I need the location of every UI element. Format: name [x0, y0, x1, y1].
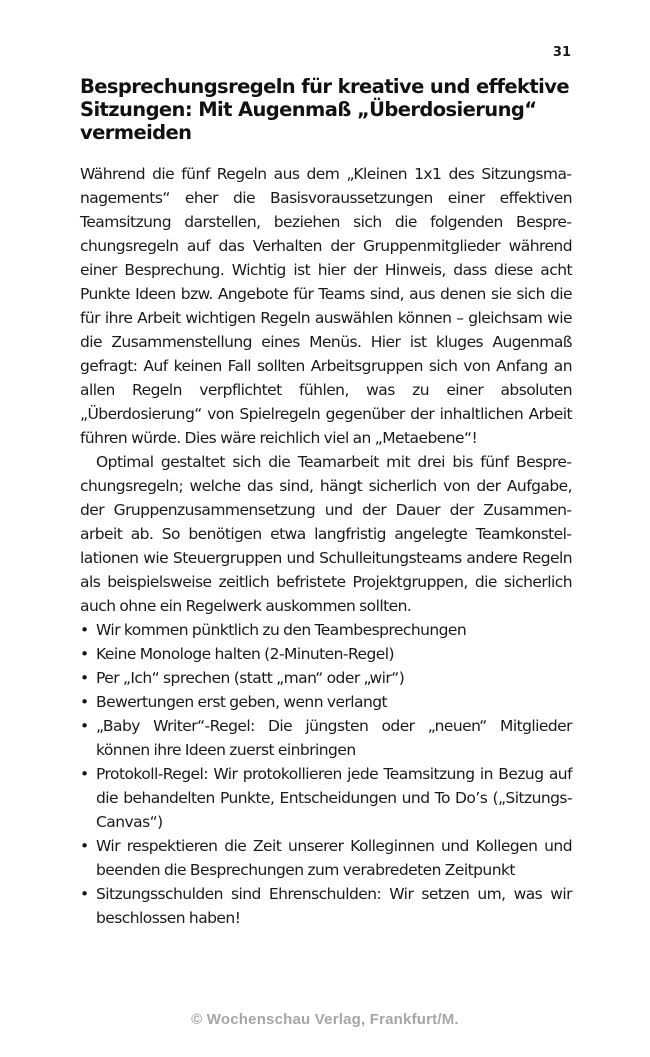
- list-item-text: Keine Monologe halten (2-Minuten-Regel): [96, 645, 395, 663]
- list-item: [80, 834, 572, 882]
- bullet-icon: •: [80, 693, 89, 711]
- bullet-icon: •: [80, 885, 89, 903]
- list-item-text: Wir respektieren die Zeit unserer Kolleginnen und Kollegen und beenden die Besprechungen zum verabredeten Zeitpunkt: [96, 837, 572, 879]
- second-paragraph: Optimal gestaltet sich die Teamarbeit mit drei bis fünf Besprechungsregeln; welche das sind, hängt sicherlich von der Aufgabe, der Gruppenzusammensetzung und der Dauer der Zusammenarbeit ab. So benötigen etwa langfristig angelegte Teamkonstellationen wie Steuergruppen und Schulleitungsteams andere Regeln als beispielsweise zeitlich befristete Projektgruppen, die sicherlich auch ohne ein Regelwerk auskommen sollten.: [80, 453, 572, 615]
- rules-list: [80, 618, 572, 930]
- list-item: [80, 762, 572, 834]
- bullet-icon: •: [80, 765, 89, 783]
- list-item: [80, 666, 572, 690]
- list-item-text: Sitzungsschulden sind Ehrenschulden: Wir setzen um, was wir beschlossen haben!: [96, 885, 572, 927]
- list-item: [80, 714, 572, 762]
- list-item: [80, 690, 572, 714]
- bullet-icon: •: [80, 837, 89, 855]
- list-item-text: Wir kommen pünktlich zu den Teambesprechungen: [96, 621, 467, 639]
- page-content: [80, 75, 572, 930]
- bullet-icon: •: [80, 669, 89, 687]
- list-item: [80, 882, 572, 930]
- list-item: [80, 642, 572, 666]
- bullet-icon: •: [80, 717, 89, 735]
- section-heading: Besprechungsregeln für kreative und effektive Sitzungen: Mit Augenmaß „Überdosierung“ vermeiden: [80, 75, 569, 144]
- list-item: [80, 618, 572, 642]
- bullet-icon: •: [80, 621, 89, 639]
- page-number: 31: [552, 45, 571, 60]
- list-item-text: Protokoll-Regel: Wir protokollieren jede Teamsitzung in Bezug auf die behandelten Punkte, Entscheidungen und To Do’s („Sitzungs-Canvas“): [96, 765, 572, 831]
- intro-paragraph: Während die fünf Regeln aus dem „Kleinen 1x1 des Sitzungsmanagements“ eher die Basisvoraussetzungen einer effektiven Teamsitzung darstellen, beziehen sich die folgenden Besprechungsregeln auf das Verhalten der Gruppenmitglieder während einer Besprechung. Wichtig ist hier der Hinweis, dass diese acht Punkte Ideen bzw. Angebote für Teams sind, aus denen sie sich die für ihre Arbeit wichtigen Regeln auswählen können – gleichsam wie die Zusammenstellung eines Menüs. Hier ist kluges Augenmaß gefragt: Auf keinen Fall sollten Arbeitsgruppen sich von Anfang an allen Regeln verpflichtet fühlen, was zu einer absoluten „Überdosierung“ von Spielregeln gegenüber der inhaltlichen Arbeit führen würde. Dies wäre reichlich viel an „Metaebene“!: [80, 165, 572, 447]
- bullet-icon: •: [80, 645, 89, 663]
- copyright-footer: © Wochenschau Verlag, Frankfurt/M.: [191, 1011, 459, 1028]
- list-item-text: Bewertungen erst geben, wenn verlangt: [96, 693, 388, 711]
- list-item-text: Per „Ich“ sprechen (statt „man“ oder „wir“): [96, 669, 405, 687]
- list-item-text: „Baby Writer“-Regel: Die jüngsten oder „neuen“ Mitglieder können ihre Ideen zuerst einbringen: [96, 717, 572, 759]
